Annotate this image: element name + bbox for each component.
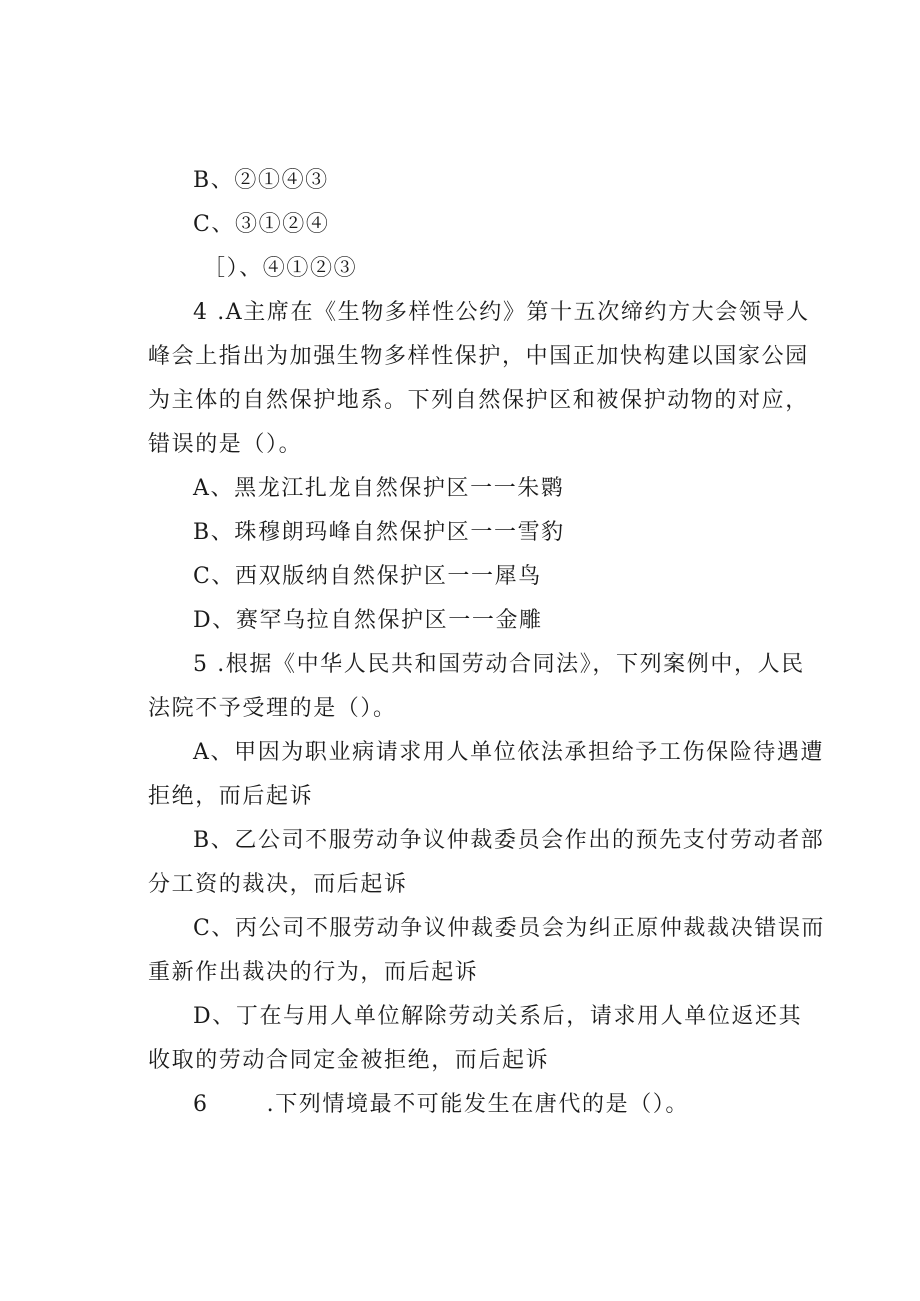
q5-stem-line-1: 5 .根据《中华人民共和国劳动合同法》，下列案例中，人民 bbox=[193, 652, 805, 677]
q5-option-d-line-1: D、丁在与用人单位解除劳动关系后，请求用人单位返还其 bbox=[193, 1004, 803, 1029]
q5-option-b-line-2: 分工资的裁决，而后起诉 bbox=[148, 872, 408, 897]
q6-stem bbox=[0, 1090, 920, 1120]
q4-stem-line-4: 错误的是（）。 bbox=[148, 432, 303, 457]
q6-stem-text: .下列情境最不可能发生在唐代的是（）。 bbox=[266, 1092, 690, 1117]
q5-option-b-line-1: B、乙公司不服劳动争议仲裁委员会作出的预先支付劳动者部 bbox=[193, 828, 825, 853]
q5-option-c-line-2: 重新作出裁决的行为，而后起诉 bbox=[148, 960, 479, 985]
q4-option-d: D、赛罕乌拉自然保护区一一金雕 bbox=[193, 608, 543, 633]
q4-stem-line-1: 4 .A主席在《生物多样性公约》第十五次缔约方大会领导人 bbox=[193, 300, 810, 325]
q4-stem-line-3: 为主体的自然保护地系。下列自然保护区和被保护动物的对应， bbox=[148, 388, 809, 413]
q3-option-c: C、③①②④ bbox=[193, 212, 330, 237]
q5-stem-line-2: 法院不予受理的是（）。 bbox=[148, 696, 397, 721]
q3-option-d: ［）、④①②③ bbox=[203, 256, 358, 281]
q5-option-a-line-2: 拒绝，而后起诉 bbox=[148, 784, 314, 809]
q5-option-d-line-2: 收取的劳动合同定金被拒绝，而后起诉 bbox=[148, 1048, 550, 1073]
q4-stem-line-2: 峰会上指出为加强生物多样性保护，中国正加快构建以国家公园 bbox=[148, 344, 809, 369]
q5-option-a-line-1: A、甲因为职业病请求用人单位依法承担给予工伤保险待遇遭 bbox=[193, 740, 825, 765]
q4-option-a: A、黑龙江扎龙自然保护区一一朱鹮 bbox=[193, 476, 565, 501]
q6-number: 6 bbox=[193, 1092, 209, 1117]
q4-option-b: B、珠穆朗玛峰自然保护区一一雪豹 bbox=[193, 520, 565, 545]
q4-option-c: C、西双版纳自然保护区一一犀鸟 bbox=[193, 564, 542, 589]
q5-option-c-line-1: C、丙公司不服劳动争议仲裁委员会为纠正原仲裁裁决错误而 bbox=[193, 916, 826, 941]
q3-option-b: B、②①④③ bbox=[193, 168, 329, 193]
